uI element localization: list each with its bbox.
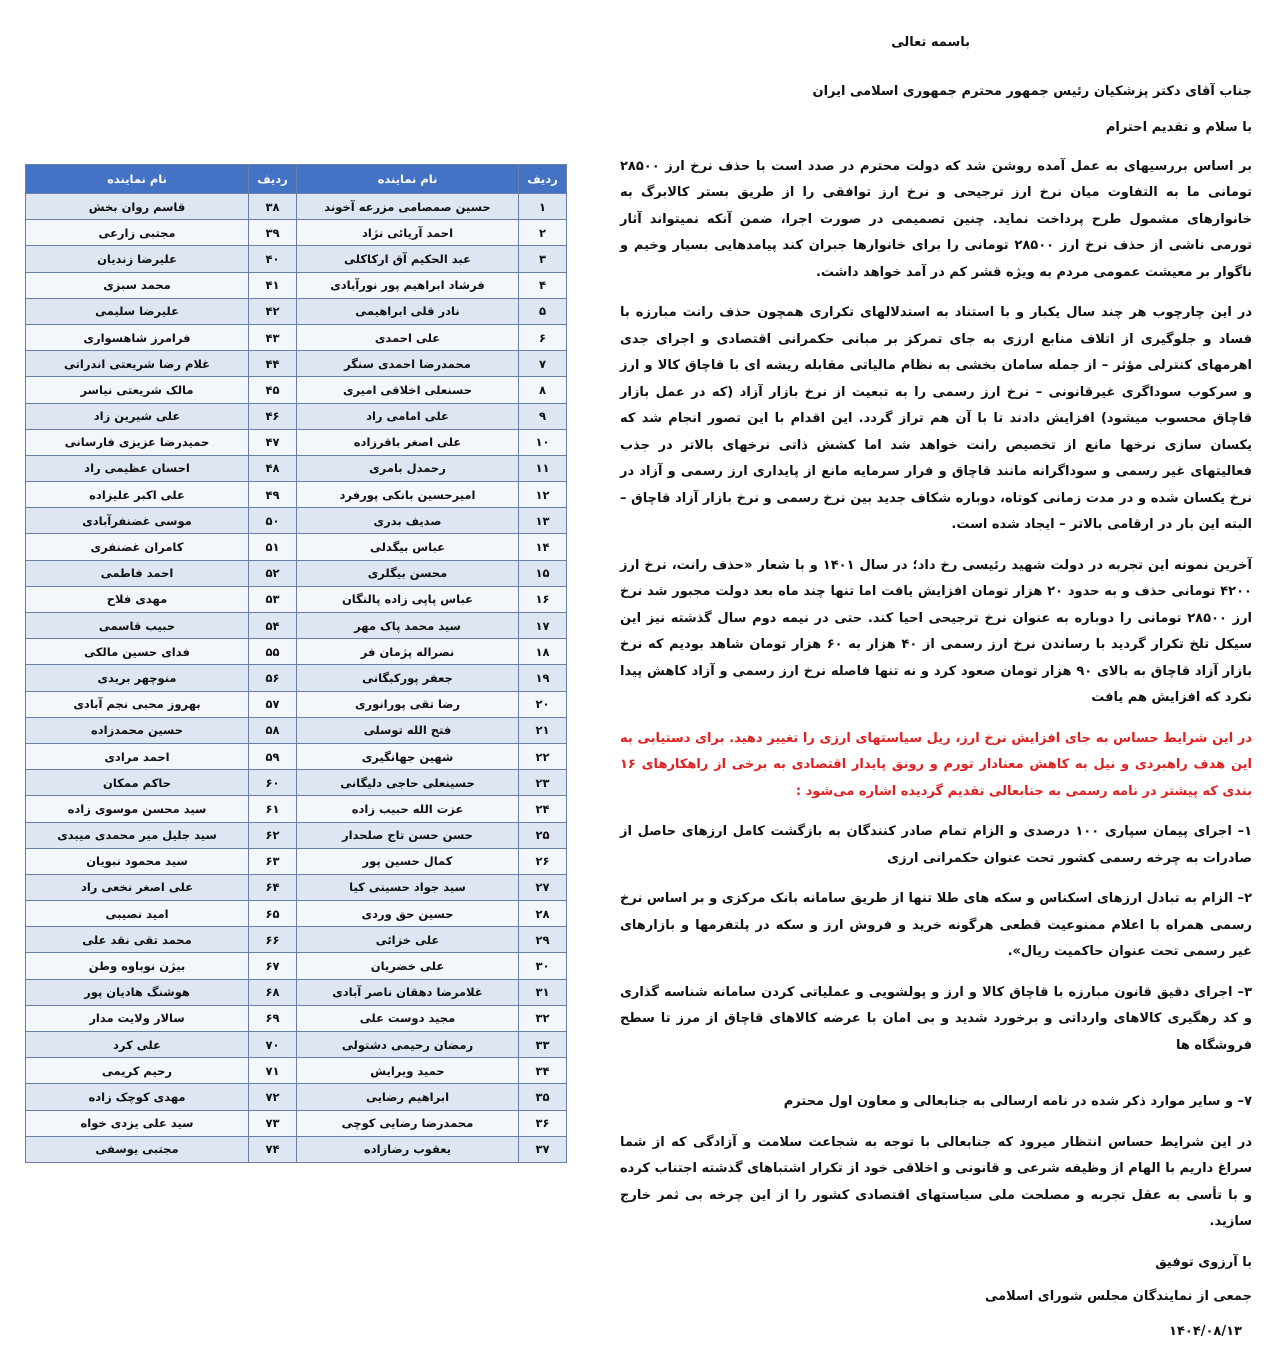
representative-name: حسین صمصامی مزرعه آخوند <box>297 194 519 220</box>
row-number: ۶۲ <box>249 822 297 848</box>
row-number: ۵ <box>519 298 567 324</box>
representative-name: حسین محمدزاده <box>26 717 249 743</box>
row-number: ۱۷ <box>519 613 567 639</box>
row-number: ۱۱ <box>519 455 567 481</box>
representative-name: عباس بیگدلی <box>297 534 519 560</box>
representative-name: رضا تقی پورانوری <box>297 691 519 717</box>
table-row <box>26 534 567 560</box>
row-number: ۸ <box>519 377 567 403</box>
paragraph-3: آخرین نمونه این تجربه در دولت شهید رئیسی رخ داد؛ در سال ۱۴۰۱ و با شعار «حذف رانت، نرخ ارز ۴۲۰۰ تومانی حذف و به حدود ۲۰ هزار تومان افزایش یافت اما تنها چند ماه بعد دولت مجبور شد نرخ ارز ۲۸۵۰۰ تومانی را دوباره به عنوان نرخ ترجیحی احیا کند. حتی در نیمه دوم سال گذشته نیز این سیکل تلخ تکرار گردید با رساندن نرخ ارز رسمی از ۴۰ هزار به ۶۰ هزار تومان شاهد بودیم که نرخ بازار آزاد قاچاق به بالای ۹۰ هزار تومان صعود کرد و نه تنها فاصله نرخ ارز رسمی و آزاد کاهش پیدا نکرد که افزایش هم یافت <box>620 553 1252 712</box>
representative-name: کمال حسین پور <box>297 848 519 874</box>
row-number: ۲۹ <box>519 927 567 953</box>
representative-name: سالار ولایت مدار <box>26 1005 249 1031</box>
table-row <box>26 1032 567 1058</box>
representative-name: محمد سبزی <box>26 272 249 298</box>
representative-name: علی احمدی <box>297 324 519 350</box>
header-row-number: ردیف <box>519 165 567 194</box>
row-number: ۵۰ <box>249 508 297 534</box>
table-row <box>26 1136 567 1162</box>
table-row <box>26 482 567 508</box>
row-number: ۶۴ <box>249 874 297 900</box>
representative-name: علی خزائی <box>297 927 519 953</box>
representative-name: مهدی کوچک زاده <box>26 1084 249 1110</box>
table-row <box>26 324 567 350</box>
representative-name: محمد تقی نقد علی <box>26 927 249 953</box>
row-number: ۵۵ <box>249 639 297 665</box>
row-number: ۴۹ <box>249 482 297 508</box>
representative-name: محسن بیگلری <box>297 560 519 586</box>
table-row <box>26 770 567 796</box>
row-number: ۷۲ <box>249 1084 297 1110</box>
table-row <box>26 848 567 874</box>
letter-title: باسمه تعالی <box>620 30 970 57</box>
row-number: ۷۴ <box>249 1136 297 1162</box>
representative-name: علی شیرین زاد <box>26 403 249 429</box>
row-number: ۵۴ <box>249 613 297 639</box>
table-row <box>26 194 567 220</box>
representative-name: حسینعلی حاجی دلیگانی <box>297 770 519 796</box>
table-header-row <box>26 165 567 194</box>
representative-name: علی امامی راد <box>297 403 519 429</box>
representative-name: یعقوب رضازاده <box>297 1136 519 1162</box>
representative-name: فتح الله توسلی <box>297 717 519 743</box>
table-row <box>26 1005 567 1031</box>
representative-name: رحیم کریمی <box>26 1058 249 1084</box>
letter-greeting: با سلام و تقدیم احترام <box>620 115 1252 142</box>
paragraph-2: در این چارچوب هر چند سال یکبار و با استناد به استدلالهای تکراری همچون حذف رانت مبارزه با فساد و جلوگیری از اتلاف منابع ارزی به جای تمرکز بر مبانی حکمرانی اقتصادی و اجرای جدی اهرمهای کنترلی مؤثر – از جمله سامان بخشی به نظام مالیاتی مقابله ریشه ای با قاچاق کالا و ارز و سرکوب سوداگری غیرقانونی – نرخ ارز رسمی را به تبعیت از نرخ بازار آزاد (که در عمل بازار قاچاق محسوب میشود) افزایش دادند تا با آن هم تراز گردد. این اقدام با این تصور انجام شد که یکسان سازی نرخها مانع از تخصیص رانت خواهد شد اما کشش ذاتی نرخهای بالاتر در جذب فعالیتهای غیر رسمی و سوداگرانه مانند قاچاق و فرار سرمایه مانع از پایداری ارز رسمی و آزاد در نرخ یکسان شده و در مدت زمانی کوتاه، دوباره شکاف جدید بین نرخ رسمی و نرخ بازار آزاد قاچاق – البته این بار در ارقامی بالاتر – ایجاد شده است. <box>620 300 1252 539</box>
representative-name: کامران غضنفری <box>26 534 249 560</box>
table-row <box>26 901 567 927</box>
row-number: ۲۶ <box>519 848 567 874</box>
row-number: ۴۶ <box>249 403 297 429</box>
representative-name: سید جواد حسینی کیا <box>297 874 519 900</box>
row-number: ۳۶ <box>519 1110 567 1136</box>
representative-name: صدیف بدری <box>297 508 519 534</box>
row-number: ۹ <box>519 403 567 429</box>
row-number: ۱۶ <box>519 586 567 612</box>
representative-name: ابراهیم رضایی <box>297 1084 519 1110</box>
table-row <box>26 560 567 586</box>
letter-body <box>620 30 1252 1345</box>
representative-name: محمدرضا احمدی سنگر <box>297 351 519 377</box>
representative-name: علی اصغر نخعی راد <box>26 874 249 900</box>
table-row <box>26 1084 567 1110</box>
representative-name: غلام رضا شریعتی اندراتی <box>26 351 249 377</box>
representative-name: هوشنگ هادیان پور <box>26 979 249 1005</box>
row-number: ۳۸ <box>249 194 297 220</box>
row-number: ۶۶ <box>249 927 297 953</box>
row-number: ۲۲ <box>519 743 567 769</box>
table-body <box>26 194 567 1163</box>
representative-name: علی اصغر باقرزاده <box>297 429 519 455</box>
table-row <box>26 586 567 612</box>
row-number: ۵۳ <box>249 586 297 612</box>
row-number: ۲۴ <box>519 796 567 822</box>
header-representative-name: نام نماینده <box>297 165 519 194</box>
row-number: ۶۰ <box>249 770 297 796</box>
table-row <box>26 351 567 377</box>
row-number: ۳ <box>519 246 567 272</box>
representative-name: رمضان رحیمی دشتولی <box>297 1032 519 1058</box>
table-row <box>26 377 567 403</box>
row-number: ۷۳ <box>249 1110 297 1136</box>
signatories-table-wrapper <box>25 164 566 1163</box>
row-number: ۲۰ <box>519 691 567 717</box>
representative-name: موسی غضنفرآبادی <box>26 508 249 534</box>
representative-name: سید محمود نبویان <box>26 848 249 874</box>
row-number: ۶۳ <box>249 848 297 874</box>
representative-name: حسن حسن تاج صلحدار <box>297 822 519 848</box>
representative-name: عباس پاپی زاده پالنگان <box>297 586 519 612</box>
row-number: ۴۵ <box>249 377 297 403</box>
representative-name: رحمدل بامری <box>297 455 519 481</box>
representative-name: بیژن نوباوه وطن <box>26 953 249 979</box>
header-representative-name: نام نماینده <box>26 165 249 194</box>
row-number: ۲۸ <box>519 901 567 927</box>
representative-name: جعفر پورکبگانی <box>297 665 519 691</box>
row-number: ۶ <box>519 324 567 350</box>
representative-name: امیرحسین بانکی پورفرد <box>297 482 519 508</box>
row-number: ۵۲ <box>249 560 297 586</box>
representative-name: علیرضا سلیمی <box>26 298 249 324</box>
table-row <box>26 979 567 1005</box>
representative-name: احمد فاطمی <box>26 560 249 586</box>
row-number: ۳۹ <box>249 220 297 246</box>
table-row <box>26 717 567 743</box>
representative-name: نادر قلی ابراهیمی <box>297 298 519 324</box>
representative-name: مجید دوست علی <box>297 1005 519 1031</box>
row-number: ۳۷ <box>519 1136 567 1162</box>
representative-name: نصراله پژمان فر <box>297 639 519 665</box>
row-number: ۵۸ <box>249 717 297 743</box>
table-row <box>26 743 567 769</box>
table-row <box>26 613 567 639</box>
representative-name: حسنعلی اخلاقی امیری <box>297 377 519 403</box>
paragraph-final: در این شرایط حساس انتظار میرود که جنابعالی با توجه به شجاعت سلامت و آزادگی که از شما سراغ داریم با الهام از وظیفه شرعی و قانونی و اخلاقی خود از تکرار اشتباهای گذشته اجتناب کرده و با تأسی به عقل تجربه و مصلحت ملی سیاستهای اقتصادی کشور را از این چرخه بی ثمر خارج سازید. <box>620 1130 1252 1236</box>
representative-name: مهدی فلاح <box>26 586 249 612</box>
row-number: ۳۴ <box>519 1058 567 1084</box>
representative-name: علی کرد <box>26 1032 249 1058</box>
table-row <box>26 455 567 481</box>
row-number: ۴۷ <box>249 429 297 455</box>
representative-name: بهروز محبی نجم آبادی <box>26 691 249 717</box>
representative-name: حمیدرضا عزیزی فارسانی <box>26 429 249 455</box>
representative-name: قاسم روان بخش <box>26 194 249 220</box>
representative-name: سید علی یزدی خواه <box>26 1110 249 1136</box>
row-number: ۴ <box>519 272 567 298</box>
table-row <box>26 953 567 979</box>
row-number: ۶۷ <box>249 953 297 979</box>
row-number: ۳۰ <box>519 953 567 979</box>
representative-name: محمدرضا رضایی کوچی <box>297 1110 519 1136</box>
paragraph-highlight: در این شرایط حساس به جای افزایش نرخ ارز، ریل سیاستهای ارزی را تغییر دهید. برای دستیابی به این هدف راهبردی و نیل به کاهش معنادار تورم و رونق پایدار اقتصادی به برخی از راهکارهای ۱۶ بندی که پیشتر در نامه رسمی به جنابعالی تقدیم گردیده اشاره می‌شود : <box>620 726 1252 806</box>
table-row <box>26 1110 567 1136</box>
row-number: ۳۳ <box>519 1032 567 1058</box>
representative-name: علیرضا زندیان <box>26 246 249 272</box>
row-number: ۶۱ <box>249 796 297 822</box>
representative-name: حمید ویرایش <box>297 1058 519 1084</box>
representative-name: غلامرضا دهقان ناصر آبادی <box>297 979 519 1005</box>
row-number: ۲۷ <box>519 874 567 900</box>
representative-name: سید محسن موسوی زاده <box>26 796 249 822</box>
row-number: ۵۹ <box>249 743 297 769</box>
row-number: ۶۵ <box>249 901 297 927</box>
representative-name: حسین حق وردی <box>297 901 519 927</box>
table-row <box>26 508 567 534</box>
table-row <box>26 639 567 665</box>
representative-name: مالک شریعتی نیاسر <box>26 377 249 403</box>
row-number: ۳۲ <box>519 1005 567 1031</box>
row-number: ۱ <box>519 194 567 220</box>
row-number: ۲ <box>519 220 567 246</box>
row-number: ۵۱ <box>249 534 297 560</box>
representative-name: سید جلیل میر محمدی میبدی <box>26 822 249 848</box>
representative-name: عزت الله حبیب زاده <box>297 796 519 822</box>
row-number: ۳۵ <box>519 1084 567 1110</box>
row-number: ۲۳ <box>519 770 567 796</box>
letter-date: ۱۴۰۴/۰۸/۱۳ <box>620 1319 1252 1345</box>
representative-name: سید محمد پاک مهر <box>297 613 519 639</box>
list-item-7: ۷– و سایر موارد ذکر شده در نامه ارسالی به جنابعالی و معاون اول محترم <box>620 1089 1252 1116</box>
table-row <box>26 874 567 900</box>
table-row <box>26 1058 567 1084</box>
row-number: ۴۲ <box>249 298 297 324</box>
row-number: ۱۹ <box>519 665 567 691</box>
representative-name: فرامرز شاهسواری <box>26 324 249 350</box>
letter-closing: با آرزوی توفیق <box>620 1250 1252 1277</box>
row-number: ۱۰ <box>519 429 567 455</box>
row-number: ۴۰ <box>249 246 297 272</box>
row-number: ۴۳ <box>249 324 297 350</box>
row-number: ۷۰ <box>249 1032 297 1058</box>
row-number: ۱۵ <box>519 560 567 586</box>
representative-name: امید نصیبی <box>26 901 249 927</box>
row-number: ۳۱ <box>519 979 567 1005</box>
table-row <box>26 272 567 298</box>
representative-name: حبیب قاسمی <box>26 613 249 639</box>
row-number: ۲۱ <box>519 717 567 743</box>
table-row <box>26 298 567 324</box>
row-number: ۱۳ <box>519 508 567 534</box>
row-number: ۴۸ <box>249 455 297 481</box>
row-number: ۶۸ <box>249 979 297 1005</box>
table-row <box>26 220 567 246</box>
row-number: ۲۵ <box>519 822 567 848</box>
representative-name: مجتبی یوسفی <box>26 1136 249 1162</box>
table-row <box>26 796 567 822</box>
representative-name: شهین جهانگیری <box>297 743 519 769</box>
signatories-table <box>25 164 567 1163</box>
table-row <box>26 691 567 717</box>
row-number: ۷ <box>519 351 567 377</box>
representative-name: مجتبی زارعی <box>26 220 249 246</box>
table-row <box>26 403 567 429</box>
row-number: ۵۶ <box>249 665 297 691</box>
list-item-3: ۳– اجرای دقیق قانون مبارزه با قاچاق کالا و ارز و پولشویی و عملیاتی کردن سامانه شناسه گذاری و کد رهگیری کالاهای وارداتی و برخورد شدید و بی امان با عرضه کالاهای قاچاق از مرز تا سطح فروشگاه ها <box>620 980 1252 1060</box>
representative-name: عبد الحکیم آق ارکاکلی <box>297 246 519 272</box>
row-number: ۱۴ <box>519 534 567 560</box>
table-row <box>26 429 567 455</box>
row-number: ۶۹ <box>249 1005 297 1031</box>
letter-signature: جمعی از نمایندگان مجلس شورای اسلامی <box>620 1284 1252 1311</box>
row-number: ۵۷ <box>249 691 297 717</box>
list-item-2: ۲– الزام به تبادل ارزهای اسکناس و سکه های طلا تنها از طریق سامانه بانک مرکزی و بر اساس نرخ رسمی همراه با اعلام ممنوعیت قطعی هرگونه خرید و فروش ارز و سکه در پلتفرمها و بازارهای غیر رسمی تحت عنوان حاکمیت ریال». <box>620 886 1252 966</box>
row-number: ۴۱ <box>249 272 297 298</box>
list-item-1: ۱– اجرای پیمان سپاری ۱۰۰ درصدی و الزام تمام صادر کنندگان به بازگشت کامل ارزهای حاصل از صادرات به چرخه رسمی کشور تحت عنوان حکمرانی ارزی <box>620 819 1252 872</box>
row-number: ۱۲ <box>519 482 567 508</box>
representative-name: علی خضریان <box>297 953 519 979</box>
table-row <box>26 927 567 953</box>
table-row <box>26 665 567 691</box>
table-row <box>26 246 567 272</box>
header-row-number: ردیف <box>249 165 297 194</box>
paragraph-1: بر اساس بررسیهای به عمل آمده روشن شد که دولت محترم در صدد است با حذف نرخ ارز ۲۸۵۰۰ تومانی ما به التفاوت میان نرخ ارز ترجیحی و نرخ ارز توافقی را از طریق بستر کالابرگ به خانوارهای مشمول طرح پرداخت نماید. چنین تصمیمی در صورت اجرا، ضمن آنکه نمیتواند آثار تورمی ناشی از حذف نرخ ارز ۲۸۵۰۰ تومانی را برای خانوارها جبران کند پیامدهایی بسیار وخیم و ناگوار بر معیشت عمومی مردم به ویژه قشر کم در آمد خواهد داشت. <box>620 154 1252 287</box>
representative-name: فدای حسین مالکی <box>26 639 249 665</box>
representative-name: احمد مرادی <box>26 743 249 769</box>
representative-name: احسان عظیمی راد <box>26 455 249 481</box>
representative-name: منوچهر بریدی <box>26 665 249 691</box>
representative-name: علی اکبر علیزاده <box>26 482 249 508</box>
representative-name: فرشاد ابراهیم پور نورآبادی <box>297 272 519 298</box>
representative-name: احمد آریائی نژاد <box>297 220 519 246</box>
row-number: ۷۱ <box>249 1058 297 1084</box>
row-number: ۱۸ <box>519 639 567 665</box>
representative-name: حاکم ممکان <box>26 770 249 796</box>
row-number: ۴۴ <box>249 351 297 377</box>
letter-addressee: جناب آقای دکتر پزشکیان رئیس جمهور محترم جمهوری اسلامی ایران <box>620 79 1252 106</box>
table-row <box>26 822 567 848</box>
